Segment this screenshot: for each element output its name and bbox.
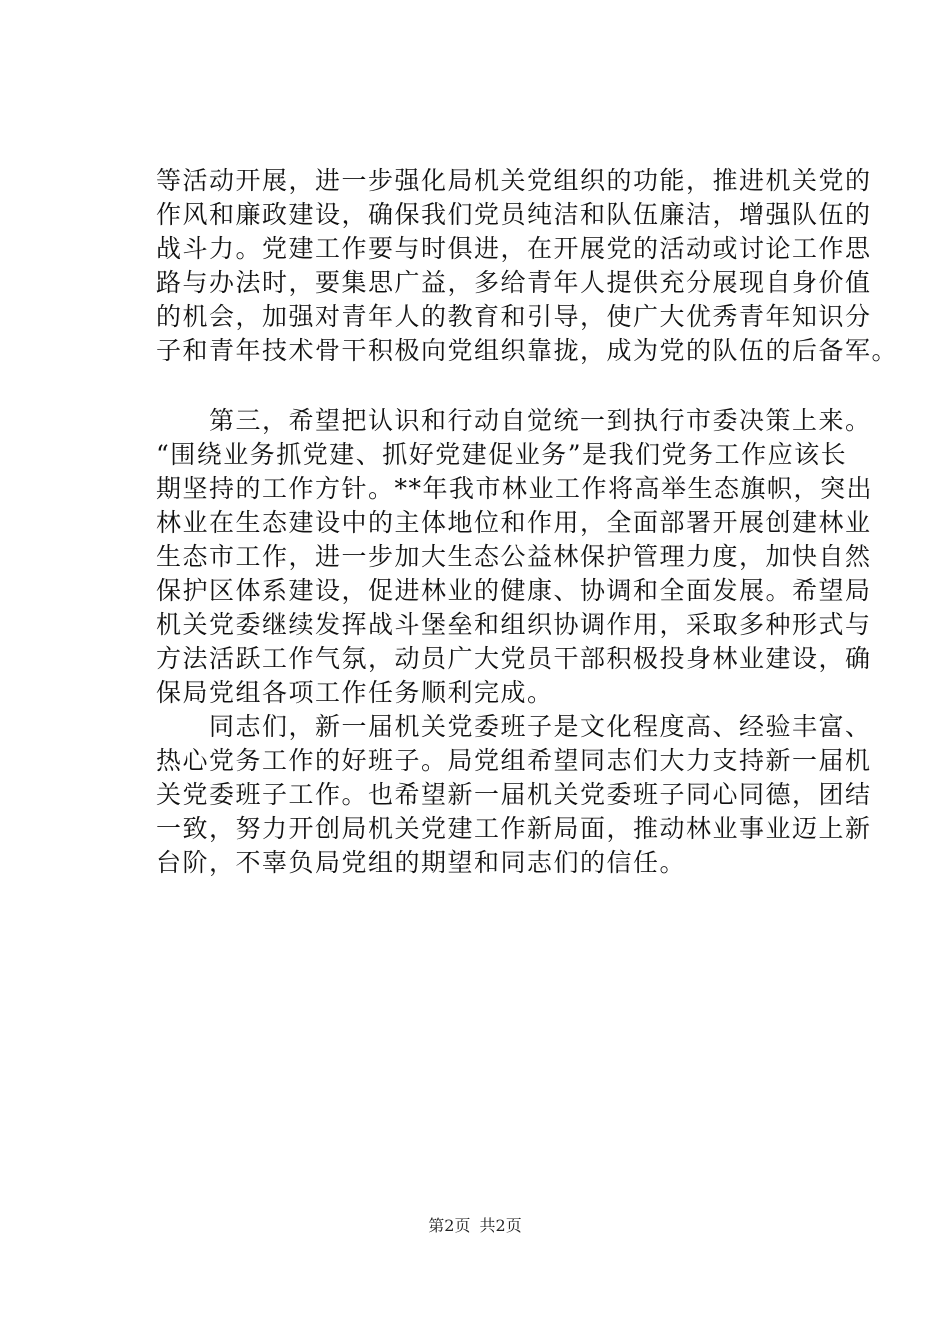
text-line: 关党委班子工作。也希望新一届机关党委班子同心同德，团结 — [156, 780, 872, 809]
text-line: 一致，努力开创局机关党建工作新局面，推动林业事业迈上新 — [156, 814, 872, 843]
text-line: 林业在生态建设中的主体地位和作用，全面部署开展创建林业 — [156, 508, 872, 537]
page-number: 第2页 — [428, 1216, 471, 1235]
paragraph-3 — [156, 710, 872, 880]
text-line: 子和青年技术骨干积极向党组织靠拢，成为党的队伍的后备军。 — [156, 336, 899, 365]
text-line: 战斗力。党建工作要与时俱进，在开展党的活动或讨论工作思 — [156, 234, 872, 263]
text-line: 等活动开展，进一步强化局机关党组织的功能，推进机关党的 — [156, 166, 872, 195]
text-line: 机关党委继续发挥战斗堡垒和组织协调作用，采取多种形式与 — [156, 610, 872, 639]
text-line: 同志们，新一届机关党委班子是文化程度高、经验丰富、 — [156, 712, 872, 741]
document-body — [156, 164, 899, 880]
text-line: 路与办法时，要集思广益，多给青年人提供充分展现自身价值 — [156, 268, 872, 297]
text-line: 第三，希望把认识和行动自觉统一到执行市委决策上来。 — [156, 406, 872, 435]
text-line: 保护区体系建设，促进林业的健康、协调和全面发展。希望局 — [156, 576, 872, 605]
paragraph-spacer — [156, 368, 804, 404]
text-line: “围绕业务抓党建、抓好党建促业务”是我们党务工作应该长 — [156, 440, 848, 469]
page-total: 共2页 — [479, 1216, 522, 1235]
text-line: 方法活跃工作气氛，动员广大党员干部积极投身林业建设，确 — [156, 644, 872, 673]
text-line: 热心党务工作的好班子。局党组希望同志们大力支持新一届机 — [156, 746, 872, 775]
page-footer — [0, 1216, 950, 1236]
text-line: 保局党组各项工作任务顺利完成。 — [156, 678, 554, 707]
text-line: 的机会，加强对青年人的教育和引导，使广大优秀青年知识分 — [156, 302, 872, 331]
paragraph-1 — [156, 164, 899, 368]
text-line: 台阶，不辜负局党组的期望和同志们的信任。 — [156, 848, 687, 877]
text-line: 作风和廉政建设，确保我们党员纯洁和队伍廉洁，增强队伍的 — [156, 200, 872, 229]
text-line: 期坚持的工作方针。**年我市林业工作将高举生态旗帜，突出 — [156, 474, 874, 503]
text-line: 生态市工作，进一步加大生态公益林保护管理力度，加快自然 — [156, 542, 872, 571]
paragraph-2 — [156, 404, 874, 710]
